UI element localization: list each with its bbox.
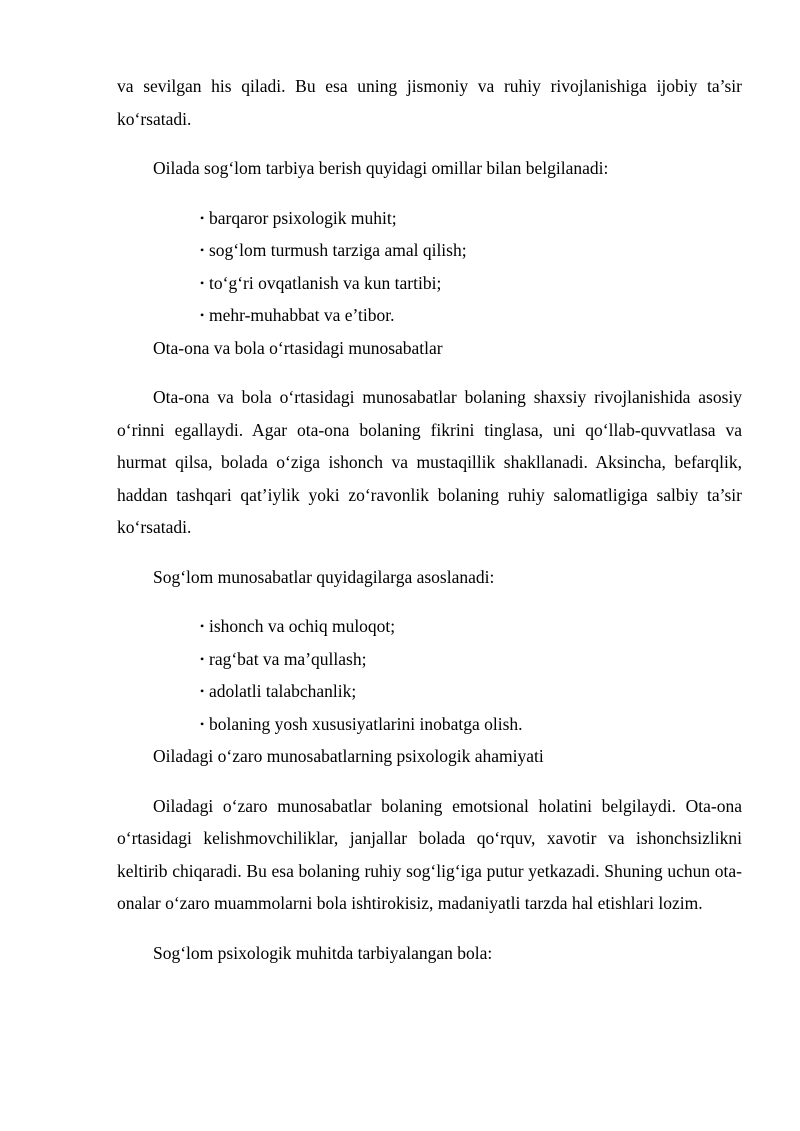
list-item [200,202,742,235]
list-item-text: to‘g‘ri ovqatlanish va kun tartibi; [209,272,442,293]
bullet-icon: • [200,684,205,698]
list-item [200,708,742,741]
document-page [117,70,742,969]
paragraph-healthy-environment-intro: Sog‘lom psixologik muhitda tarbiyalangan bola: [153,942,493,963]
bullet-list-upbringing-factors [117,202,742,332]
list-item [200,234,742,267]
bullet-icon: • [200,243,205,257]
list-item-text: barqaror psixologik muhit; [209,207,397,228]
bullet-icon: • [200,716,205,731]
list-item [200,643,742,676]
list-item-text: ishonch va ochiq muloqot; [209,616,396,636]
bullet-list-healthy-relations [117,610,742,740]
bullet-icon: • [200,619,205,633]
bullet-icon: • [200,275,205,290]
list-item [200,267,742,300]
paragraph-parent-child-relations: Ota-ona va bola o‘rtasidagi munosabatlar bolaning shaxsiy rivojlanishida asosiy o‘rinni egallaydi. Agar ota-ona bolaning fikrini tinglasa, uni qo‘llab-quvvatlasa va hurmat qilsa, bolada o‘ziga ishonch va mustaqillik shakllanadi. Aksincha, befarqlik, haddan tashqari qat’iylik yoki zo‘ravonlik bolaning ruhiy salomatligiga salbiy ta’sir ko‘rsatadi. [117,387,742,537]
section-heading-parent-child: Ota-ona va bola o‘rtasidagi munosabatlar [153,337,443,358]
list-item [200,675,742,708]
bullet-icon: • [200,308,205,322]
list-item-text: bolaning yosh xususiyatlarini inobatga olish. [209,713,523,734]
bullet-icon: • [200,210,205,225]
paragraph-healthy-relations-intro: Sog‘lom munosabatlar quyidagilarga asoslanadi: [153,566,495,587]
list-item-text: rag‘bat va ma’qullash; [209,648,367,669]
list-item [200,299,742,332]
list-item [200,610,742,643]
section-heading-family-relations: Oiladagi o‘zaro munosabatlarning psixologik ahamiyati [153,746,544,766]
paragraph-continuation: va sevilgan his qiladi. Bu esa uning jismoniy va ruhiy rivojlanishiga ijobiy ta’sir ko‘rsatadi. [117,76,742,129]
paragraph-family-upbringing-intro: Oilada sog‘lom tarbiya berish quyidagi omillar bilan belgilanadi: [153,158,609,178]
paragraph-family-relations: Oiladagi o‘zaro munosabatlar bolaning emotsional holatini belgilaydi. Ota-ona o‘rtasidagi kelishmovchiliklar, janjallar bolada qo‘rquv, xavotir va ishonchsizlikni keltirib chiqaradi. Bu esa bolaning ruhiy sog‘lig‘iga putur yetkazadi. Shuning uchun ota-onalar o‘zaro muammolarni bola ishtirokisiz, madaniyatli tarzda hal etishlari lozim. [117,795,742,913]
list-item-text: adolatli talabchanlik; [209,681,357,701]
list-item-text: sog‘lom turmush tarziga amal qilish; [209,240,467,260]
bullet-icon: • [200,651,205,666]
list-item-text: mehr-muhabbat va e’tibor. [209,305,395,325]
